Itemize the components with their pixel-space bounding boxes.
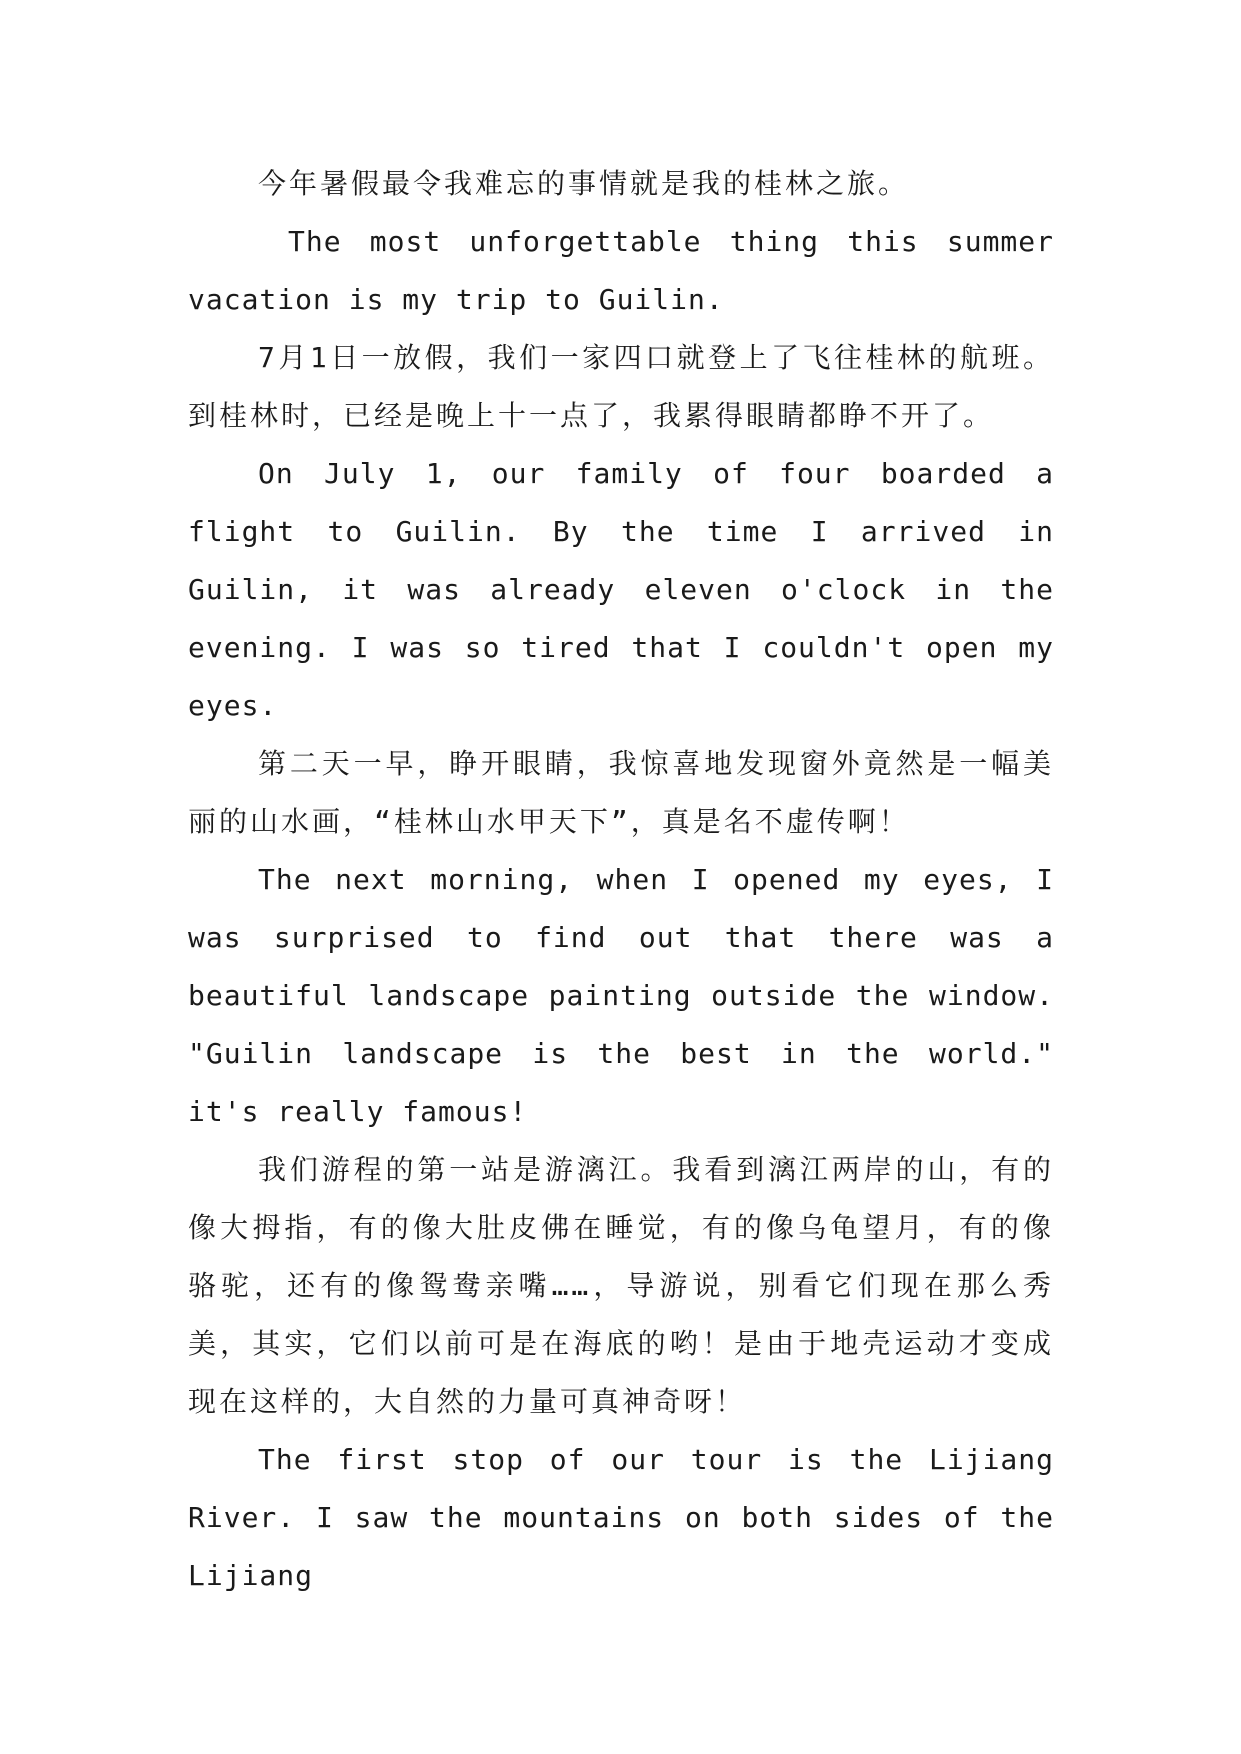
paragraph-zh-1: 今年暑假最令我难忘的事情就是我的桂林之旅。: [258, 167, 910, 200]
paragraph-en-1: The most unforgettable thing this summer vacation is my trip to Guilin.: [188, 225, 1054, 316]
paragraph-zh-2: 7月1日一放假，我们一家四口就登上了飞往桂林的航班。到桂林时，已经是晚上十一点了，我累得眼睛都睁不开了。: [188, 341, 1054, 432]
paragraph-zh-4: 我们游程的第一站是游漓江。我看到漓江两岸的山，有的像大拇指，有的像大肚皮佛在睡觉，有的像乌龟望月，有的像骆驼，还有的像鸳鸯亲嘴……，导游说，别看它们现在那么秀美，其实，它们以前可是在海底的哟！是由于地壳运动才变成现在这样的，大自然的力量可真神奇呀！: [188, 1153, 1054, 1418]
paragraph-en-2: On July 1, our family of four boarded a flight to Guilin. By the time I arrived in Guilin, it was already eleven o'clock in the evening. I was so tired that I couldn't open my eyes.: [188, 457, 1054, 722]
paragraph-zh-3: 第二天一早，睁开眼睛，我惊喜地发现窗外竟然是一幅美丽的山水画，“桂林山水甲天下”，真是名不虚传啊！: [188, 747, 1054, 838]
paragraph-en-4: The first stop of our tour is the Lijiang River. I saw the mountains on both sides of the Lijiang: [188, 1443, 1054, 1592]
paragraph-en-3: The next morning, when I opened my eyes, I was surprised to find out that there was a beautiful landscape painting outside the window. "Guilin landscape is the best in the world." it's really famous!: [188, 863, 1054, 1128]
document-page: [188, 155, 1054, 1605]
